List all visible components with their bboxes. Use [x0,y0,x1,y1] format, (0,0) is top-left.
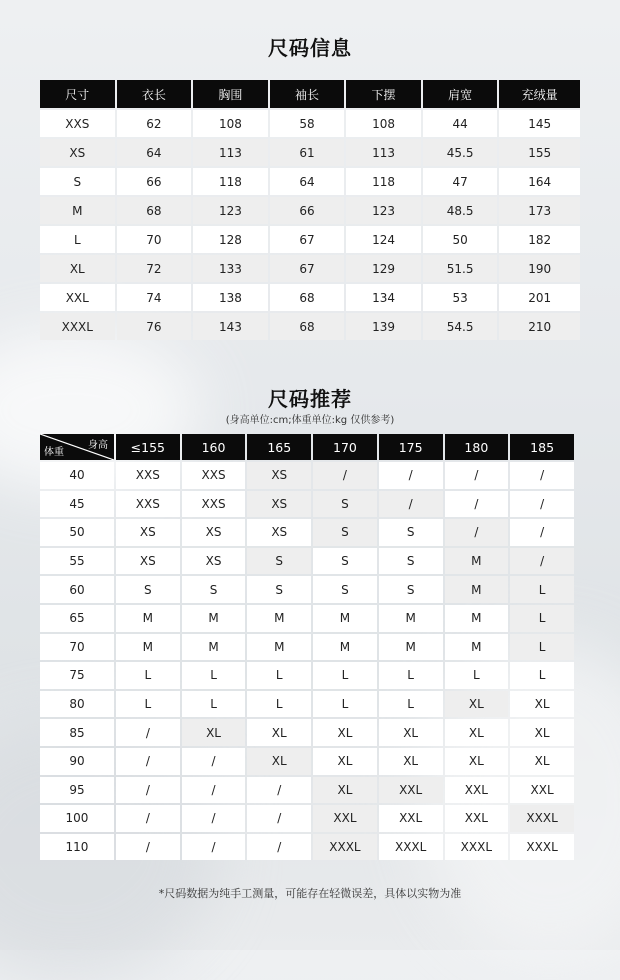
recommended-size-cell: XXS [116,491,180,518]
height-header-cell: 160 [182,434,246,460]
measurement-cell: 108 [346,110,421,137]
measurement-cell: 68 [270,284,345,311]
measurement-cell: 61 [270,139,345,166]
measurement-cell: 68 [117,197,192,224]
size-label-cell: XXL [40,284,115,311]
recommended-size-cell: XXXL [510,834,574,861]
recommended-size-cell: XXXL [379,834,443,861]
weight-cell: 65 [40,605,114,632]
recommended-size-cell: S [182,576,246,603]
recommended-size-cell: / [116,719,180,746]
weight-cell: 75 [40,662,114,689]
size-info-header-row [40,80,580,108]
recommended-size-cell: L [379,662,443,689]
recommended-size-cell: M [247,634,311,661]
measurement-cell: 68 [270,313,345,340]
recommended-size-cell: XXS [182,491,246,518]
recommended-size-cell: XS [182,519,246,546]
corner-label-weight: 体重 [44,447,64,458]
measurement-cell: 64 [270,168,345,195]
recommended-size-cell: M [182,634,246,661]
weight-cell: 50 [40,519,114,546]
recommended-size-cell: S [247,576,311,603]
size-recommendation-row [40,605,574,632]
recommended-size-cell: M [313,634,377,661]
recommended-size-cell: / [182,805,246,832]
size-info-row [40,226,580,253]
recommended-size-cell: XL [510,719,574,746]
measurement-cell: 155 [499,139,580,166]
size-info-table [38,78,582,342]
recommended-size-cell: S [313,519,377,546]
recommended-size-cell: XL [379,748,443,775]
recommended-size-cell: XXS [116,462,180,489]
recommended-size-cell: / [445,519,509,546]
size-recommendation-row [40,519,574,546]
size-info-row [40,313,580,340]
recommended-size-cell: S [313,576,377,603]
recommended-size-cell: XL [247,748,311,775]
weight-cell: 45 [40,491,114,518]
measurement-cell: 64 [117,139,192,166]
measurement-cell: 70 [117,226,192,253]
size-recommendation-row [40,748,574,775]
size-recommendation-row [40,691,574,718]
recommended-size-cell: XS [247,519,311,546]
recommended-size-cell: XL [510,748,574,775]
recommended-size-cell: / [510,491,574,518]
weight-cell: 40 [40,462,114,489]
weight-cell: 70 [40,634,114,661]
recommended-size-cell: M [445,634,509,661]
recommended-size-cell: XXL [379,805,443,832]
measurement-cell: 123 [346,197,421,224]
measurement-cell: 201 [499,284,580,311]
recommended-size-cell: / [510,548,574,575]
recommended-size-cell: XXXL [510,805,574,832]
size-info-row [40,284,580,311]
recommended-size-cell: / [247,805,311,832]
recommended-size-cell: XS [116,548,180,575]
size-info-header-cell: 胸围 [193,80,268,108]
weight-cell: 80 [40,691,114,718]
measurement-cell: 51.5 [423,255,498,282]
height-header-cell: 180 [445,434,509,460]
height-header-cell: 185 [510,434,574,460]
recommended-size-cell: M [313,605,377,632]
weight-cell: 90 [40,748,114,775]
recommended-size-cell: XL [510,691,574,718]
recommended-size-cell: M [445,576,509,603]
recommended-size-cell: XL [379,719,443,746]
size-recommendation-row [40,634,574,661]
height-header-cell: 165 [247,434,311,460]
weight-cell: 95 [40,777,114,804]
recommended-size-cell: XS [247,462,311,489]
size-info-title: 尺码信息 [268,36,352,60]
recommended-size-cell: M [445,548,509,575]
recommended-size-cell: / [445,462,509,489]
size-info-header-cell: 衣长 [117,80,192,108]
size-recommendation-row [40,805,574,832]
recommended-size-cell: S [379,548,443,575]
recommended-size-cell: XXL [445,777,509,804]
measurement-cell: 128 [193,226,268,253]
recommended-size-cell: M [116,605,180,632]
measurement-cell: 118 [193,168,268,195]
size-info-header-cell: 下摆 [346,80,421,108]
measurement-cell: 62 [117,110,192,137]
recommended-size-cell: / [379,462,443,489]
recommended-size-cell: XXL [445,805,509,832]
recommended-size-cell: XL [313,719,377,746]
recommended-size-cell: L [510,634,574,661]
recommended-size-cell: / [313,462,377,489]
recommended-size-cell: S [313,491,377,518]
recommended-size-cell: XL [247,719,311,746]
measurement-cell: 53 [423,284,498,311]
measurement-cell: 139 [346,313,421,340]
size-recommendation-row [40,462,574,489]
recommended-size-cell: / [445,491,509,518]
size-info-header-cell: 充绒量 [499,80,580,108]
corner-header-cell [40,434,114,460]
measurement-cell: 47 [423,168,498,195]
size-label-cell: L [40,226,115,253]
recommended-size-cell: / [379,491,443,518]
recommended-size-cell: / [182,834,246,861]
recommended-size-cell: M [445,605,509,632]
size-recommendation-row [40,548,574,575]
recommended-size-cell: M [247,605,311,632]
measurement-cell: 67 [270,226,345,253]
size-recommendation-row [40,576,574,603]
weight-cell: 60 [40,576,114,603]
recommended-size-cell: XS [247,491,311,518]
size-info-header-cell: 尺寸 [40,80,115,108]
recommended-size-cell: XS [182,548,246,575]
recommended-size-cell: XL [445,748,509,775]
measurement-cell: 164 [499,168,580,195]
size-recommendation-table [38,432,576,862]
recommended-size-cell: L [247,691,311,718]
recommended-size-cell: L [182,691,246,718]
recommended-size-cell: XL [313,748,377,775]
height-header-cell: 170 [313,434,377,460]
recommended-size-cell: XXXL [445,834,509,861]
recommended-size-cell: L [313,691,377,718]
size-recommendation-row [40,834,574,861]
recommended-size-cell: / [116,834,180,861]
size-info-row [40,139,580,166]
measurement-cell: 58 [270,110,345,137]
size-info-row [40,110,580,137]
recommended-size-cell: S [379,576,443,603]
size-recommendation-header-row [40,434,574,460]
measurement-cell: 123 [193,197,268,224]
recommended-size-cell: S [379,519,443,546]
size-recommendation-row [40,777,574,804]
measurement-cell: 50 [423,226,498,253]
recommended-size-cell: L [182,662,246,689]
recommended-size-cell: / [247,834,311,861]
measurement-cell: 66 [117,168,192,195]
size-label-cell: S [40,168,115,195]
measurement-cell: 45.5 [423,139,498,166]
recommended-size-cell: / [510,519,574,546]
size-recommendation-subtitle: (身高单位:cm;体重单位:kg 仅供参考) [225,415,395,426]
size-recommendation-row [40,719,574,746]
recommended-size-cell: L [313,662,377,689]
measurement-cell: 54.5 [423,313,498,340]
measurement-cell: 76 [117,313,192,340]
size-recommendation-row [40,491,574,518]
recommended-size-cell: / [510,462,574,489]
recommended-size-cell: XXL [510,777,574,804]
recommended-size-cell: / [182,748,246,775]
measurement-cell: 129 [346,255,421,282]
measurement-cell: 182 [499,226,580,253]
recommended-size-cell: XXL [379,777,443,804]
recommended-size-cell: L [116,691,180,718]
recommended-size-cell: / [116,777,180,804]
recommended-size-cell: S [247,548,311,575]
height-header-cell: ≤155 [116,434,180,460]
measurement-cell: 210 [499,313,580,340]
recommended-size-cell: L [247,662,311,689]
recommended-size-cell: M [379,605,443,632]
recommended-size-cell: XXS [182,462,246,489]
measurement-cell: 67 [270,255,345,282]
size-info-row [40,197,580,224]
corner-label-height: 身高 [87,440,108,451]
recommended-size-cell: / [247,777,311,804]
weight-cell: 55 [40,548,114,575]
measurement-cell: 118 [346,168,421,195]
recommended-size-cell: L [445,662,509,689]
recommended-size-cell: XL [445,691,509,718]
size-recommendation-row [40,662,574,689]
recommended-size-cell: / [116,805,180,832]
measurement-cell: 145 [499,110,580,137]
measurement-cell: 48.5 [423,197,498,224]
weight-cell: 110 [40,834,114,861]
measurement-cell: 108 [193,110,268,137]
recommended-size-cell: XL [182,719,246,746]
recommended-size-cell: L [510,662,574,689]
recommended-size-cell: / [182,777,246,804]
recommended-size-cell: S [116,576,180,603]
weight-cell: 100 [40,805,114,832]
recommended-size-cell: XL [445,719,509,746]
measurement-cell: 143 [193,313,268,340]
measurement-cell: 124 [346,226,421,253]
size-info-header-cell: 袖长 [270,80,345,108]
measurement-cell: 133 [193,255,268,282]
size-recommendation-title: 尺码推荐 [268,387,352,411]
measurement-cell: 173 [499,197,580,224]
size-label-cell: M [40,197,115,224]
measurement-cell: 134 [346,284,421,311]
size-label-cell: XXXL [40,313,115,340]
recommended-size-cell: XXXL [313,834,377,861]
recommended-size-cell: XL [313,777,377,804]
recommended-size-cell: L [510,576,574,603]
recommended-size-cell: M [182,605,246,632]
measurement-cell: 44 [423,110,498,137]
height-header-cell: 175 [379,434,443,460]
size-info-row [40,255,580,282]
measurement-cell: 66 [270,197,345,224]
size-info-row [40,168,580,195]
recommended-size-cell: L [116,662,180,689]
measurement-cell: 113 [193,139,268,166]
recommended-size-cell: M [379,634,443,661]
measurement-cell: 138 [193,284,268,311]
recommended-size-cell: XXL [313,805,377,832]
measurement-cell: 74 [117,284,192,311]
size-label-cell: XXS [40,110,115,137]
recommended-size-cell: M [116,634,180,661]
measurement-cell: 72 [117,255,192,282]
size-label-cell: XL [40,255,115,282]
weight-cell: 85 [40,719,114,746]
recommended-size-cell: / [116,748,180,775]
measurement-cell: 113 [346,139,421,166]
footnote: *尺码数据为纯手工测量，可能存在轻微误差，具体以实物为准 [158,887,462,900]
measurement-cell: 190 [499,255,580,282]
recommended-size-cell: L [379,691,443,718]
size-info-header-cell: 肩宽 [423,80,498,108]
recommended-size-cell: XS [116,519,180,546]
size-label-cell: XS [40,139,115,166]
recommended-size-cell: S [313,548,377,575]
recommended-size-cell: L [510,605,574,632]
